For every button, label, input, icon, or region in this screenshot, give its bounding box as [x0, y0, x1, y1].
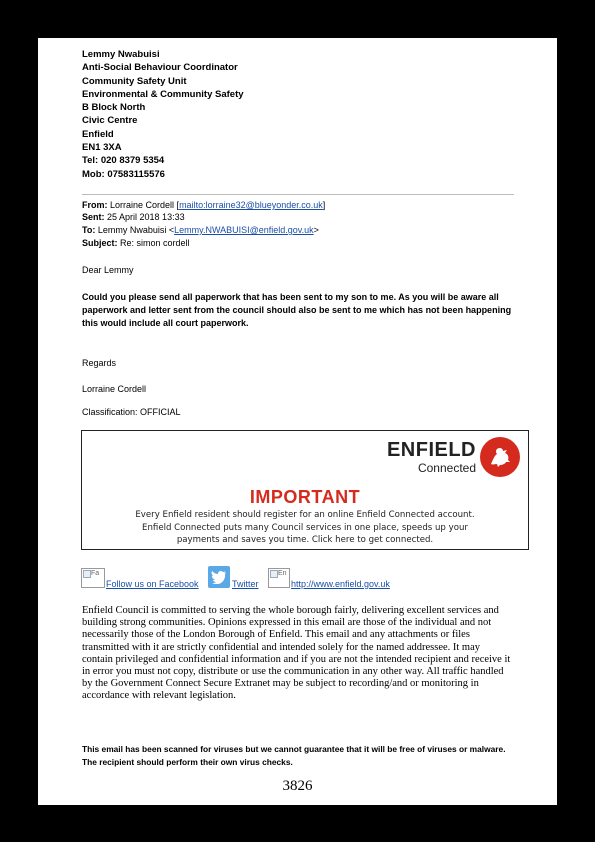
header-divider	[82, 194, 514, 195]
banner-line: payments and saves you time. Click here to get connected.	[176, 535, 434, 545]
website-image-placeholder[interactable]: En	[268, 568, 290, 588]
from-close: ]	[322, 200, 326, 210]
subject-label: Subject:	[82, 238, 118, 248]
classification: Classification: OFFICIAL	[82, 407, 181, 417]
subject-value: Re: simon cordell	[120, 238, 190, 248]
signature-line: Community Safety Unit	[82, 75, 187, 87]
signature-line: Mob: 07583115576	[82, 168, 165, 180]
disclaimer-text: Enfield Council is committed to serving the whole borough fairly, delivering excellent services and building strong communities. Opinions expressed in this email are those of the individual and not necessarily those of the London Borough of Enfield. This email and any attachments or files transmitted with it are strictly confidential and intended solely for the named addressee. It may contain privileged and confidential information and if you are not the intended recipient and receive it in error you must not copy, distribute or use the communication in any other way. All traffic handled by the Government Connect Secure Extranet may be subject to recording/and or monitoring in accordance with relevant legislation.	[82, 605, 511, 702]
banner-line: Enfield Connected puts many Council services in one place, speeds up your	[142, 522, 468, 533]
to-label: To:	[82, 225, 96, 235]
virus-scan-notice: This email has been scanned for viruses but we cannot guarantee that it will be free of viruses or malware. The recipient should perform their own virus checks.	[82, 744, 506, 767]
page-number: 3826	[282, 778, 313, 794]
subject-line	[82, 237, 190, 249]
twitter-bird-icon[interactable]	[208, 566, 230, 588]
twitter-link[interactable]: Twitter	[232, 579, 259, 589]
from-name: Lorraine Cordell [	[110, 200, 180, 210]
signature-line: Environmental & Community Safety	[82, 88, 244, 100]
social-links	[81, 566, 521, 592]
facebook-link[interactable]: Follow us on Facebook	[106, 579, 199, 589]
signature-line: Enfield	[82, 128, 114, 140]
greeting: Dear Lemmy	[82, 265, 134, 275]
banner-line: Every Enfield resident should register for an online Enfield Connected account.	[135, 510, 475, 520]
facebook-image-placeholder[interactable]: Fa	[81, 568, 105, 588]
to-close: >	[313, 225, 319, 235]
signature-line: Tel: 020 8379 5354	[82, 155, 165, 167]
sent-label: Sent:	[82, 212, 105, 222]
signature-block	[82, 48, 244, 181]
brand-sub: Connected	[417, 461, 476, 475]
to-name: Lemmy Nwabuisi <	[97, 225, 175, 235]
banner-text	[86, 509, 524, 547]
enfield-connected-banner[interactable]	[81, 430, 529, 550]
website-link[interactable]: http://www.enfield.gov.uk	[291, 579, 390, 589]
sender-name: Lorraine Cordell	[82, 384, 147, 394]
from-label: From:	[82, 200, 108, 210]
from-email-link[interactable]: mailto:lorraine32@blueyonder.co.uk	[179, 200, 323, 210]
to-email-link[interactable]: Lemmy.NWABUISI@enfield.gov.uk	[174, 225, 314, 235]
signature-line: Lemmy Nwabuisi	[82, 49, 160, 60]
signature-line: B Block North	[82, 102, 146, 114]
brand-wordmark	[387, 440, 476, 475]
signature-line: EN1 3XA	[82, 142, 122, 154]
enfield-dragon-logo-icon	[480, 437, 520, 477]
message-body: Could you please send all paperwork that has been sent to my son to me. As you will be aware all paperwork and letter sent from the council should also be sent to me which has not been happening this would include all court paperwork.	[82, 292, 512, 328]
important-heading: IMPORTANT	[249, 487, 361, 507]
sent-value: 25 April 2018 13:33	[107, 212, 185, 222]
sent-line	[82, 211, 185, 223]
closing: Regards	[82, 358, 117, 368]
signature-line: Civic Centre	[82, 115, 138, 127]
to-line	[82, 224, 319, 236]
brand-name: ENFIELD	[386, 439, 476, 461]
document-page	[38, 38, 557, 805]
from-line	[82, 199, 325, 211]
signature-line: Anti-Social Behaviour Coordinator	[82, 62, 238, 74]
